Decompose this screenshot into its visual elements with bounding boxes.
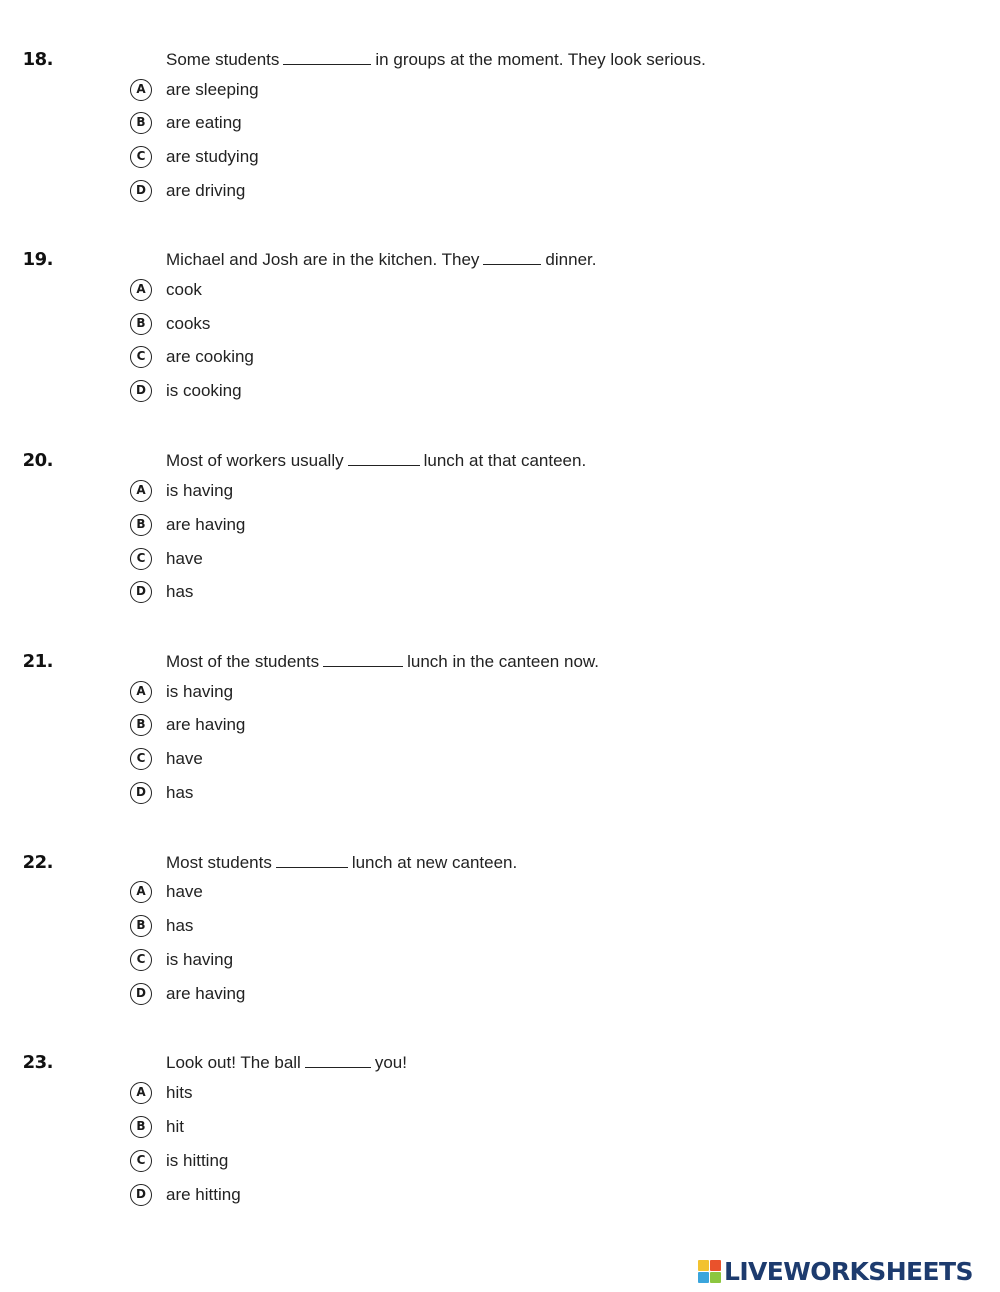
option-text: is cooking [166, 381, 242, 400]
option-letter-badge[interactable]: B [130, 1116, 152, 1138]
question-text [166, 47, 706, 73]
option-text: hit [166, 1117, 184, 1136]
question-stem [0, 448, 900, 474]
option-letter-badge[interactable]: C [130, 346, 152, 368]
stem-before: Michael and Josh are in the kitchen. They [166, 250, 480, 269]
stem-before: Most students [166, 853, 272, 872]
option-letter-badge[interactable]: D [130, 380, 152, 402]
option-text: are having [166, 984, 246, 1003]
option-letter-badge[interactable]: C [130, 748, 152, 770]
logo-block [710, 1260, 721, 1271]
option-a[interactable] [130, 480, 530, 506]
answer-blank [305, 1050, 371, 1068]
option-text: are eating [166, 113, 242, 132]
option-letter-badge[interactable]: C [130, 146, 152, 168]
liveworksheets-logo [698, 1258, 994, 1286]
stem-after: lunch at that canteen. [423, 451, 587, 470]
option-c[interactable] [130, 1150, 530, 1176]
option-a[interactable] [130, 681, 530, 707]
option-letter-badge[interactable]: D [130, 1184, 152, 1206]
option-b[interactable] [130, 915, 530, 941]
option-d[interactable] [130, 380, 530, 406]
question-number: 19. [22, 249, 53, 270]
question-stem [0, 247, 900, 273]
option-c[interactable] [130, 548, 530, 574]
option-b[interactable] [130, 514, 530, 540]
option-letter-badge[interactable]: A [130, 480, 152, 502]
option-text: are studying [166, 147, 259, 166]
option-text: are driving [166, 181, 246, 200]
answer-blank [283, 47, 371, 65]
logo-block [698, 1272, 709, 1283]
option-letter-badge[interactable]: B [130, 112, 152, 134]
option-d[interactable] [130, 983, 530, 1009]
logo-block [710, 1272, 721, 1283]
option-text: has [166, 582, 194, 601]
option-letter-badge[interactable]: A [130, 681, 152, 703]
option-a[interactable] [130, 79, 530, 105]
answer-blank [348, 448, 420, 466]
option-c[interactable] [130, 146, 530, 172]
option-letter-badge[interactable]: A [130, 881, 152, 903]
option-letter-badge[interactable]: B [130, 514, 152, 536]
option-a[interactable] [130, 1082, 530, 1108]
option-b[interactable] [130, 1116, 530, 1142]
option-text: is hitting [166, 1151, 229, 1170]
stem-after: lunch at new canteen. [351, 853, 518, 872]
question-text [166, 247, 596, 273]
stem-before: Most of the students [166, 652, 320, 671]
option-b[interactable] [130, 714, 530, 740]
option-d[interactable] [130, 581, 530, 607]
option-letter-badge[interactable]: D [130, 782, 152, 804]
option-letter-badge[interactable]: B [130, 714, 152, 736]
option-text: is having [166, 481, 234, 500]
question-number: 21. [22, 651, 53, 672]
question-stem [0, 850, 900, 876]
answer-blank [276, 850, 348, 868]
option-text: are cooking [166, 347, 254, 366]
stem-after: lunch in the canteen now. [407, 652, 599, 671]
answer-blank [483, 247, 541, 265]
option-b[interactable] [130, 112, 530, 138]
option-letter-badge[interactable]: A [130, 1082, 152, 1104]
option-letter-badge[interactable]: A [130, 79, 152, 101]
option-letter-badge[interactable]: C [130, 1150, 152, 1172]
option-text: have [166, 882, 203, 901]
option-text: is having [166, 682, 234, 701]
stem-after: dinner. [545, 250, 597, 269]
option-letter-badge[interactable]: A [130, 279, 152, 301]
option-text: are having [166, 515, 246, 534]
question-stem [0, 649, 900, 675]
question-stem [0, 1050, 900, 1076]
question-number: 20. [22, 450, 53, 471]
option-text: cooks [166, 314, 211, 333]
question-number: 22. [22, 852, 53, 873]
option-letter-badge[interactable]: C [130, 949, 152, 971]
question-stem [0, 47, 900, 73]
option-c[interactable] [130, 346, 530, 372]
option-d[interactable] [130, 1184, 530, 1210]
option-letter-badge[interactable]: B [130, 915, 152, 937]
logo-text: LIVEWORKSHEETS [724, 1257, 973, 1286]
option-text: has [166, 916, 194, 935]
logo-block [698, 1260, 709, 1271]
question-text [166, 448, 586, 474]
answer-blank [323, 649, 403, 667]
option-letter-badge[interactable]: B [130, 313, 152, 335]
option-text: cook [166, 280, 202, 299]
question-text [166, 850, 517, 876]
stem-before: Most of workers usually [166, 451, 344, 470]
option-a[interactable] [130, 279, 530, 305]
option-letter-badge[interactable]: C [130, 548, 152, 570]
option-d[interactable] [130, 180, 530, 206]
option-c[interactable] [130, 748, 530, 774]
option-c[interactable] [130, 949, 530, 975]
option-text: are sleeping [166, 80, 259, 99]
option-text: are hitting [166, 1185, 241, 1204]
option-text: have [166, 749, 203, 768]
option-letter-badge[interactable]: D [130, 983, 152, 1005]
option-letter-badge[interactable]: D [130, 581, 152, 603]
option-b[interactable] [130, 313, 530, 339]
stem-before: Look out! The ball [166, 1053, 301, 1072]
option-text: have [166, 549, 203, 568]
question-text [166, 1050, 407, 1076]
question-text [166, 649, 599, 675]
option-text: are having [166, 715, 246, 734]
option-text: has [166, 783, 194, 802]
logo-blocks-icon [698, 1260, 722, 1284]
option-d[interactable] [130, 782, 530, 808]
stem-after: you! [374, 1053, 407, 1072]
question-number: 23. [22, 1052, 53, 1073]
option-a[interactable] [130, 881, 530, 907]
option-text: hits [166, 1083, 193, 1102]
question-number: 18. [22, 49, 53, 70]
stem-after: in groups at the moment. They look serious. [375, 50, 706, 69]
option-text: is having [166, 950, 234, 969]
option-letter-badge[interactable]: D [130, 180, 152, 202]
stem-before: Some students [166, 50, 280, 69]
